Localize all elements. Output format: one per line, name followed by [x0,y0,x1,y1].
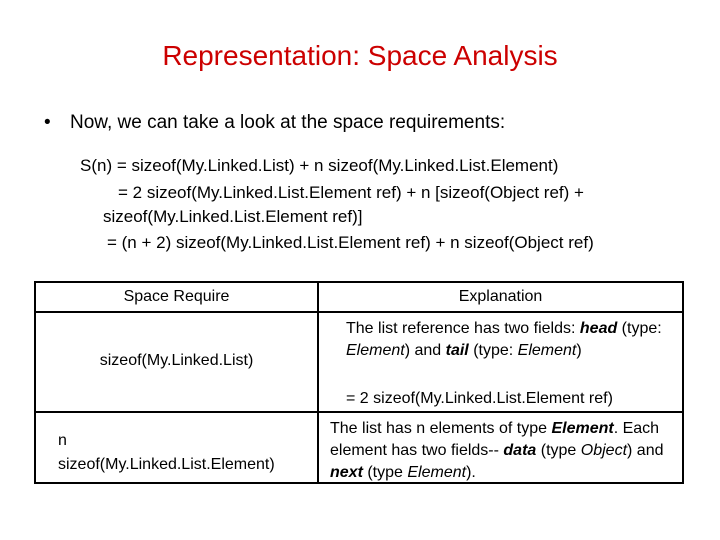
row2-explanation-cell: The list has n elements of type Element. Each element has two fields-- data (type Object) and next (type Element). [330,420,664,481]
formula-line-2: = 2 sizeof(My.Linked.List.Element ref) + n [sizeof(Object ref) + [118,183,584,202]
slide-title: Representation: Space Analysis [162,40,558,71]
header-divider [36,311,682,313]
bullet-marker: • [44,112,51,133]
formula-line-3: sizeof(My.Linked.List.Element ref)] [103,207,363,226]
formula-line-4: = (n + 2) sizeof(My.Linked.List.Element ref) + n sizeof(Object ref) [107,233,594,252]
row2-space-cell: n sizeof(My.Linked.List.Element) [58,432,275,473]
formula-line-1: S(n) = sizeof(My.Linked.List) + n sizeof(My.Linked.List.Element) [80,156,559,175]
space-table [34,281,684,484]
bullet-item [44,112,505,134]
row1-explanation-cell: The list reference has two fields: head (type: Element) and tail (type: Element) [346,320,662,359]
header-explanation: Explanation [458,288,543,305]
row-divider [36,411,682,413]
row1-equation: = 2 sizeof(My.Linked.List.Element ref) [346,390,613,407]
row1-space-cell: sizeof(My.Linked.List) [99,352,254,369]
bullet-text: Now, we can take a look at the space requirements: [70,112,506,133]
header-space-require: Space Require [123,288,230,305]
